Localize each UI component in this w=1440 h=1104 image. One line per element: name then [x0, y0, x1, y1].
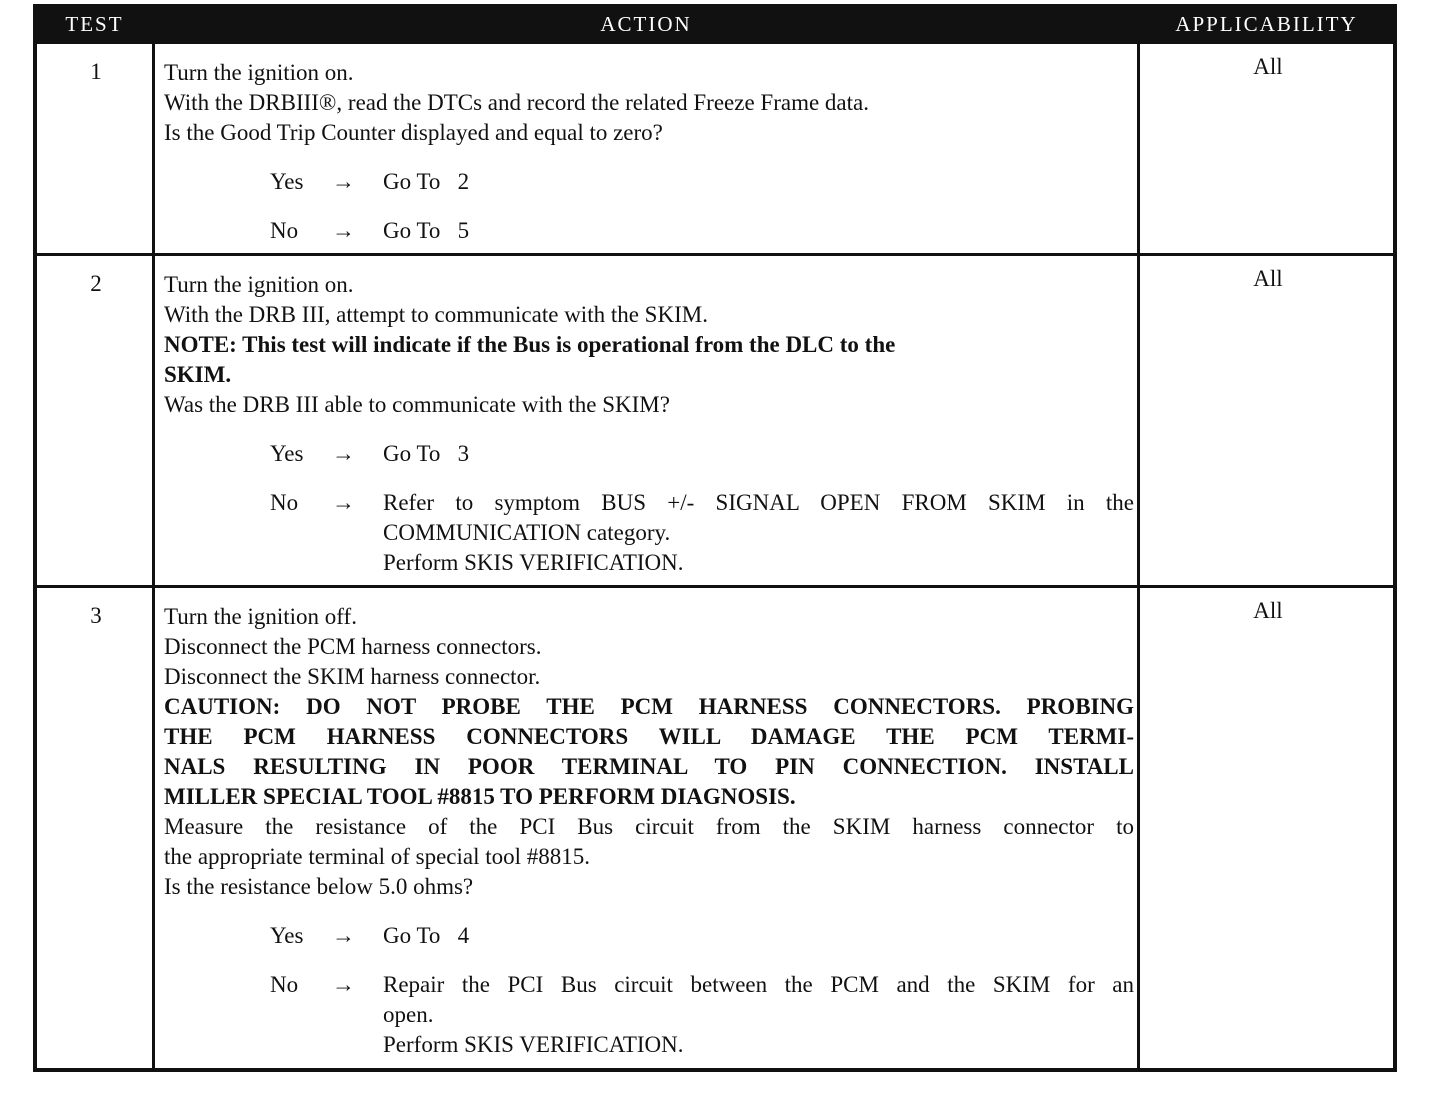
no-result: Repair the PCI Bus circuit between the PCM and the SKIM for an — [383, 972, 1134, 997]
arrow-icon: → — [332, 923, 355, 948]
test-number: 2 — [90, 271, 102, 296]
caution-text: MILLER SPECIAL TOOL #8815 TO PERFORM DIAGNOSIS. — [164, 784, 796, 809]
action-line: With the DRBIII®, read the DTCs and record the related Freeze Frame data. — [164, 90, 869, 115]
applicability-cell: All — [1253, 266, 1283, 291]
yes-branch — [164, 167, 1134, 197]
no-label: No — [270, 972, 299, 997]
yes-result: Go To 3 — [383, 441, 470, 466]
arrow-icon: → — [332, 441, 355, 466]
no-result: COMMUNICATION category. — [383, 520, 671, 545]
caution-text: THE PCM HARNESS CONNECTORS WILL DAMAGE THE PCM TERMI- — [164, 724, 1134, 749]
yes-branch — [164, 921, 1134, 951]
yes-branch — [164, 439, 1134, 469]
action-question: Is the resistance below 5.0 ohms? — [164, 874, 474, 899]
action-line: With the DRB III, attempt to communicate with the SKIM. — [164, 302, 708, 327]
arrow-icon: → — [332, 169, 355, 194]
no-label: No — [270, 218, 299, 243]
action-line: Turn the ignition off. — [164, 604, 357, 629]
action-line: Measure the resistance of the PCI Bus circuit from the SKIM harness connector to — [164, 814, 1134, 839]
yes-label: Yes — [270, 923, 304, 948]
action-cell — [164, 270, 1134, 578]
no-branch — [164, 488, 1134, 578]
header-test: TEST — [65, 11, 124, 36]
caution-text: CAUTION: DO NOT PROBE THE PCM HARNESS CONNECTORS. PROBING — [164, 694, 1134, 719]
no-branch — [164, 216, 1134, 246]
action-line: Turn the ignition on. — [164, 272, 354, 297]
arrow-icon: → — [332, 972, 355, 997]
no-result: Refer to symptom BUS +/- SIGNAL OPEN FROM SKIM in the — [383, 490, 1134, 515]
caution-text: NALS RESULTING IN POOR TERMINAL TO PIN CONNECTION. INSTALL — [164, 754, 1134, 779]
yes-result: Go To 4 — [383, 923, 470, 948]
no-result: open. — [383, 1002, 434, 1027]
note-text: SKIM. — [164, 362, 232, 387]
yes-label: Yes — [270, 441, 304, 466]
table-row-test-2 — [37, 256, 1393, 585]
no-result: Perform SKIS VERIFICATION. — [383, 1032, 684, 1057]
yes-label: Yes — [270, 169, 304, 194]
action-line: Turn the ignition on. — [164, 60, 354, 85]
test-number: 3 — [90, 603, 102, 628]
no-result: Go To 5 — [383, 218, 470, 243]
test-number: 1 — [90, 59, 102, 84]
table-row-test-1 — [37, 44, 1393, 253]
table-body — [37, 44, 1393, 1068]
action-cell — [164, 602, 1134, 1060]
diagnostic-table — [33, 4, 1397, 1072]
applicability-cell: All — [1253, 54, 1283, 79]
yes-result: Go To 2 — [383, 169, 470, 194]
action-cell — [164, 58, 1134, 246]
applicability-cell: All — [1253, 598, 1283, 623]
note-text: NOTE: This test will indicate if the Bus is operational from the DLC to the — [164, 332, 896, 357]
header-applicability: APPLICABILITY — [1175, 11, 1358, 36]
action-line: Is the Good Trip Counter displayed and equal to zero? — [164, 120, 663, 145]
action-question: Was the DRB III able to communicate with the SKIM? — [164, 392, 670, 417]
no-result: Perform SKIS VERIFICATION. — [383, 550, 684, 575]
table-row-test-3 — [37, 588, 1393, 1068]
arrow-icon: → — [332, 490, 355, 515]
action-line: Disconnect the SKIM harness connector. — [164, 664, 541, 689]
action-line: the appropriate terminal of special tool #8815. — [164, 844, 591, 869]
header-action: ACTION — [600, 11, 692, 36]
no-branch — [164, 970, 1134, 1060]
no-label: No — [270, 490, 299, 515]
arrow-icon: → — [332, 218, 355, 243]
action-line: Disconnect the PCM harness connectors. — [164, 634, 542, 659]
